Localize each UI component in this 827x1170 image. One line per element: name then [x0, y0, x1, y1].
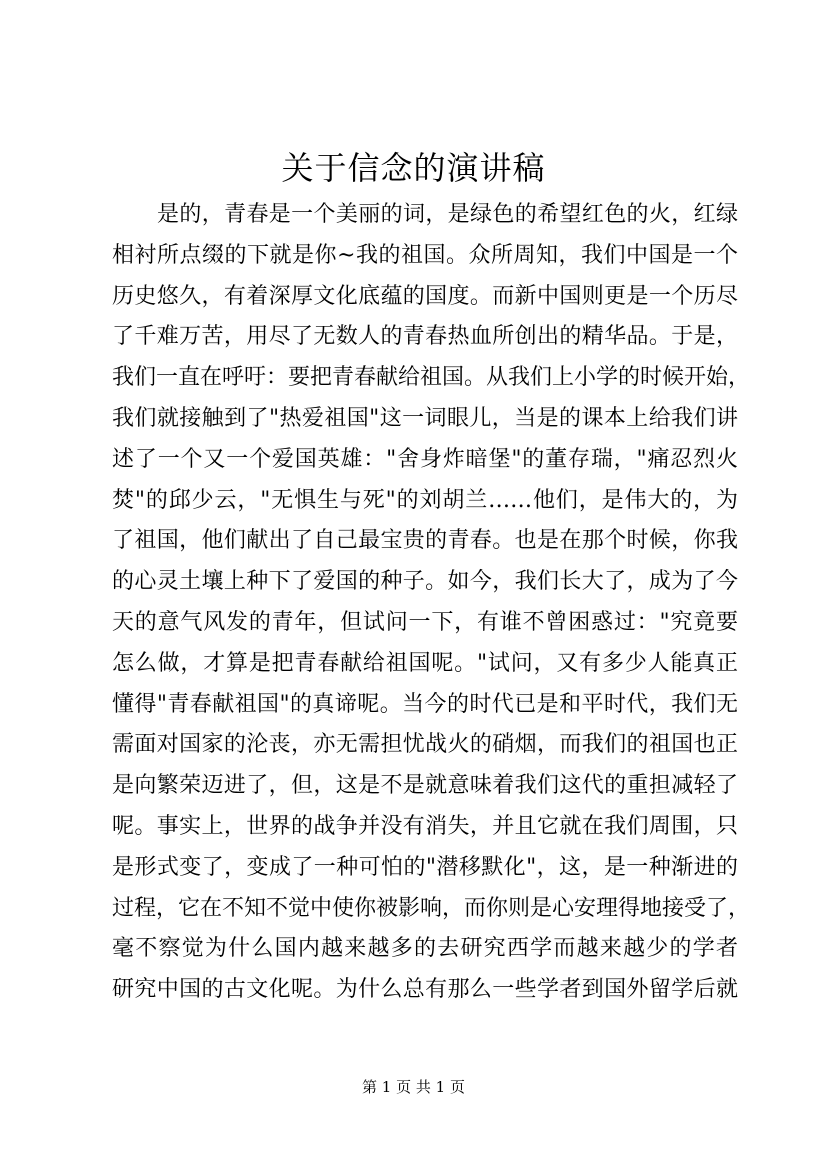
- paragraph-line: 相衬所点缀的下就是你~我的祖国。众所周知，我们中国是一个: [112, 242, 738, 268]
- paragraph-line: 我们一直在呼吁：要把青春献给祖国。从我们上小学的时候开始，: [112, 365, 751, 391]
- paragraph-line: 的心灵土壤上种下了爱国的种子。如今，我们长大了，成为了今: [112, 569, 738, 595]
- document-body: [112, 195, 751, 1011]
- paragraph-line: 需面对国家的沦丧，亦无需担忧战火的硝烟，而我们的祖国也正: [112, 732, 738, 758]
- paragraph-line: 毫不察觉为什么国内越来越多的去研究西学而越来越少的学者: [112, 936, 738, 962]
- paragraph-line: 懂得"青春献祖国"的真谛呢。当今的时代已是和平时代，我们无: [112, 691, 738, 717]
- paragraph-line: 怎么做，才算是把青春献给祖国呢。"试问，又有多少人能真正: [112, 650, 738, 676]
- paragraph-line: 焚"的邱少云，"无惧生与死"的刘胡兰……他们，是伟大的，为: [112, 487, 738, 513]
- paragraph-line: 是形式变了，变成了一种可怕的"潜移默化"，这，是一种渐进的: [112, 854, 738, 880]
- page-footer: 第 1 页 共 1 页: [362, 1078, 465, 1096]
- paragraph-line: 了千难万苦，用尽了无数人的青春热血所创出的精华品。于是，: [112, 324, 738, 350]
- document-title: 关于信念的演讲稿: [281, 149, 546, 187]
- paragraph-line: 述了一个又一个爱国英雄："舍身炸暗堡"的董存瑞，"痛忍烈火: [112, 446, 738, 472]
- paragraph-line: 是向繁荣迈进了，但，这是不是就意味着我们这代的重担减轻了: [112, 773, 738, 799]
- paragraph-line: 研究中国的古文化呢。为什么总有那么一些学者到国外留学后就: [112, 977, 738, 1003]
- paragraph-line: 历史悠久，有着深厚文化底蕴的国度。而新中国则更是一个历尽: [112, 283, 738, 309]
- paragraph-line: 呢。事实上，世界的战争并没有消失，并且它就在我们周围，只: [112, 813, 738, 839]
- paragraph-line: 过程，它在不知不觉中使你被影响，而你则是心安理得地接受了，: [112, 895, 751, 921]
- paragraph-line: 天的意气风发的青年，但试问一下，有谁不曾困惑过："究竟要: [112, 609, 738, 635]
- paragraph-line: 是的，青春是一个美丽的词，是绿色的希望红色的火，红绿: [157, 202, 738, 227]
- paragraph-line: 了祖国，他们献出了自己最宝贵的青春。也是在那个时候，你我: [112, 528, 738, 554]
- paragraph-line: 我们就接触到了"热爱祖国"这一词眼儿，当是的课本上给我们讲: [112, 405, 738, 431]
